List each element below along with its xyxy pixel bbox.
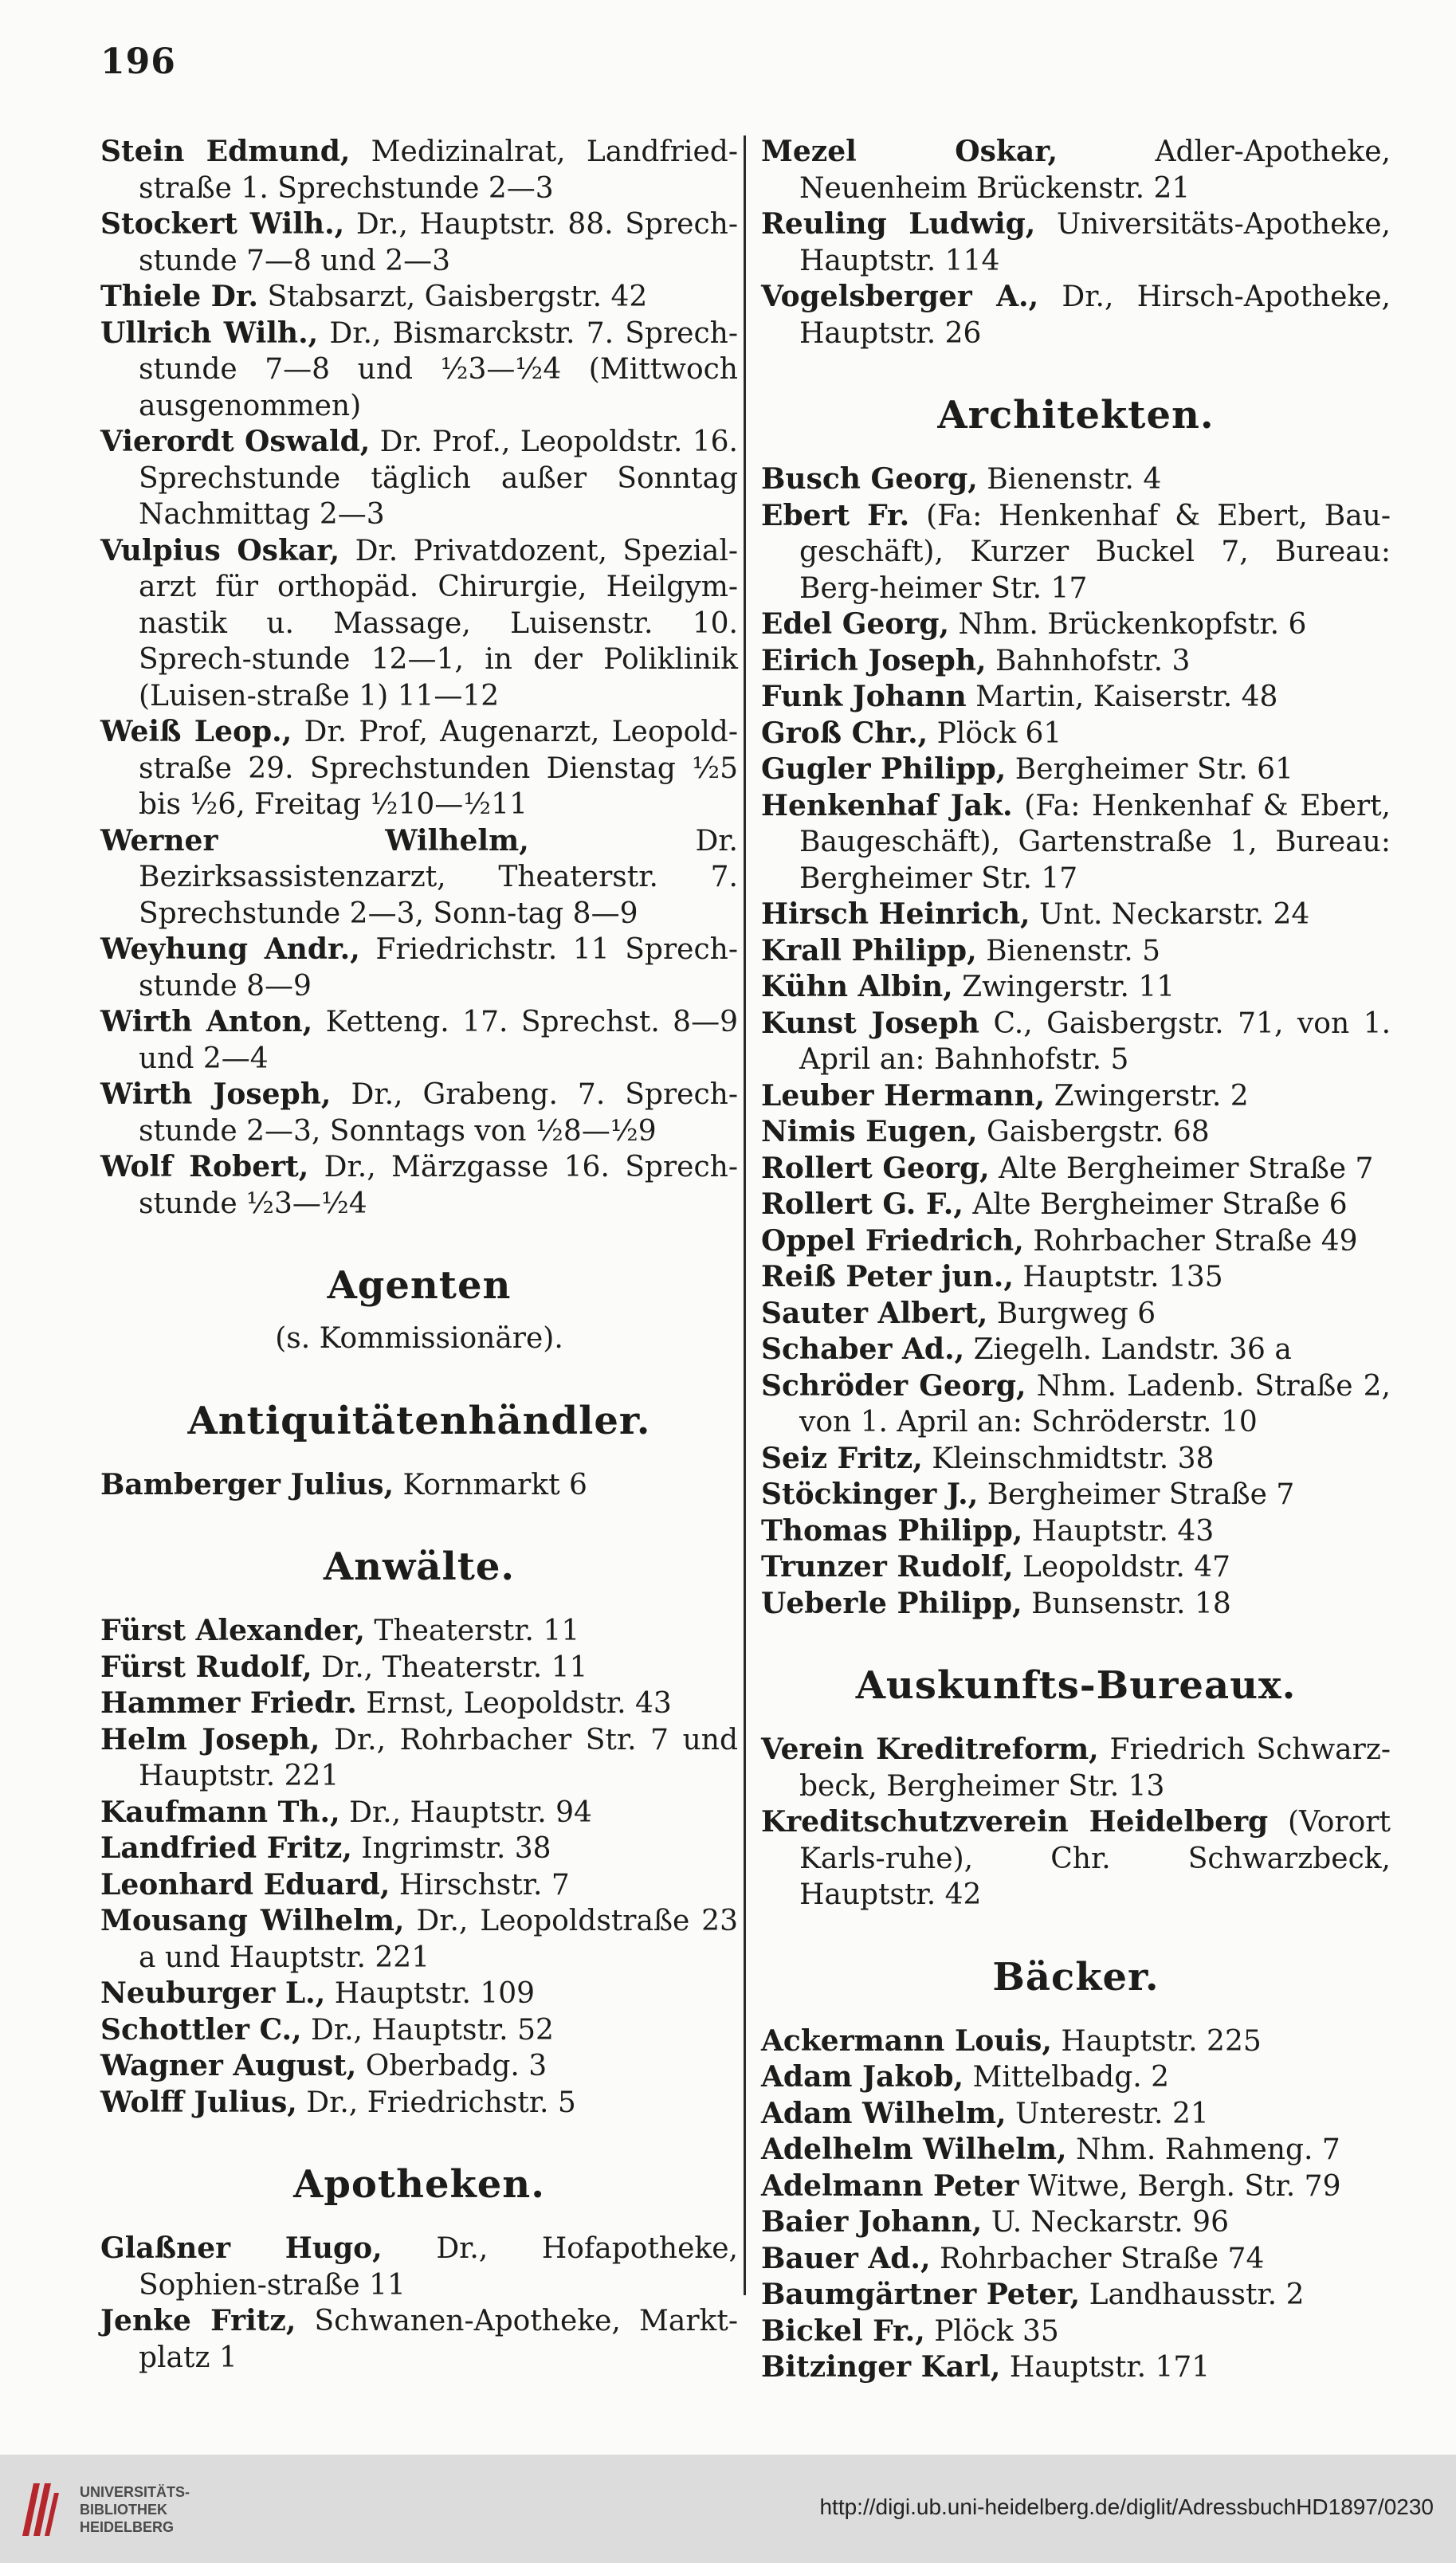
- library-logo-icon: [18, 2477, 62, 2541]
- entry-details: Rohrbacher Straße 49: [1033, 1224, 1358, 1258]
- directory-entry: [761, 2059, 1391, 2096]
- entry-details: Unt. Neckarstr. 24: [1039, 898, 1310, 931]
- directory-entry: [761, 1477, 1391, 1513]
- entry-details: Dr., Hauptstr. 52: [310, 2013, 554, 2047]
- entry-name: Sauter Albert,: [761, 1296, 988, 1330]
- entry-details: Dr., Hauptstr. 88. Sprech-stunde 7—8 und 2—3: [139, 208, 738, 277]
- entry-details: Dr., Rohrbacher Str. 7 und Hauptstr. 221: [139, 1723, 738, 1792]
- section-heading: Architekten.: [937, 393, 1215, 438]
- entry-details: Dr., Märzgasse 16. Sprech-stunde ½3—½4: [139, 1151, 738, 1220]
- entry-name: Mousang Wilhelm,: [100, 1904, 405, 1937]
- directory-entry: [100, 424, 738, 533]
- entry-name: Kunst Joseph: [761, 1006, 979, 1040]
- entry-name: Ackermann Louis,: [761, 2023, 1052, 2058]
- entry-details: Schwanen-Apotheke, Markt-platz 1: [139, 2305, 738, 2374]
- entry-details: Dr., Hirsch-Apotheke, Hauptstr. 26: [799, 281, 1391, 350]
- directory-entry: [761, 1441, 1391, 1478]
- entry-details: Dr., Leopoldstraße 23 a und Hauptstr. 221: [139, 1905, 738, 1974]
- entry-details: (Vorort Karls-ruhe), Chr. Schwarzbeck, Hauptstr. 42: [799, 1806, 1391, 1911]
- entry-name: Adelhelm Wilhelm,: [761, 2133, 1067, 2166]
- directory-entry: [761, 1513, 1391, 1550]
- entry-name: Hammer Friedr.: [100, 1686, 357, 1720]
- directory-entry: [100, 2303, 738, 2376]
- entry-name: Adam Jakob,: [761, 2060, 964, 2094]
- directory-entry: [100, 316, 738, 425]
- section-heading: Agenten: [327, 1263, 512, 1308]
- entry-name: Wolff Julius,: [100, 2085, 297, 2119]
- entry-details: Stabsarzt, Gaisbergstr. 42: [267, 281, 648, 313]
- entry-name: Stein Edmund,: [100, 135, 351, 168]
- entry-details: Ziegelh. Landstr. 36 a: [973, 1333, 1292, 1366]
- entry-details: Ernst, Leopoldstr. 43: [366, 1687, 672, 1720]
- directory-entry: [761, 1549, 1391, 1586]
- entry-details: Hauptstr. 225: [1061, 2024, 1262, 2058]
- directory-entry: [761, 1187, 1391, 1223]
- entry-name: Jenke Fritz,: [100, 2304, 296, 2337]
- entry-name: Reiß Peter jun.,: [761, 1260, 1014, 1293]
- entry-name: Neuburger L.,: [100, 1976, 326, 2010]
- entry-name: Rollert Georg,: [761, 1151, 990, 1185]
- directory-entry: [761, 643, 1391, 680]
- entry-details: Bunsenstr. 18: [1031, 1587, 1231, 1620]
- directory-entry: [761, 2169, 1391, 2205]
- logo-line-1: UNIVERSITÄTS-: [80, 2484, 190, 2500]
- directory-entry: [100, 1149, 738, 1222]
- entry-details: Alte Bergheimer Straße 6: [972, 1188, 1348, 1221]
- entry-details: Gaisbergstr. 68: [987, 1116, 1210, 1148]
- entry-details: Dr. Prof., Leopoldstr. 16. Sprechstunde täglich außer Sonntag Nachmittag 2—3: [139, 426, 739, 531]
- logo-line-3: HEIDELBERG: [80, 2519, 175, 2535]
- entry-details: Unterestr. 21: [1015, 2097, 1209, 2130]
- entry-name: Rollert G. F.,: [761, 1187, 963, 1221]
- directory-entry: [761, 279, 1391, 351]
- entry-name: Nimis Eugen,: [761, 1115, 978, 1148]
- section-heading: Bäcker.: [992, 1954, 1160, 2000]
- entry-name: Hirsch Heinrich,: [761, 897, 1030, 931]
- directory-entry: [761, 134, 1391, 206]
- entry-details: Bienenstr. 5: [986, 934, 1161, 968]
- directory-entry: [761, 2096, 1391, 2133]
- directory-entry: [100, 134, 738, 206]
- entry-details: Zwingerstr. 2: [1054, 1079, 1249, 1113]
- right-column: [761, 134, 1391, 2386]
- logo-line-2: BIBLIOTHEK: [80, 2502, 167, 2518]
- entry-details: Dr., Theaterstr. 11: [321, 1650, 588, 1684]
- directory-entry: [761, 1804, 1391, 1913]
- entry-details: Landhausstr. 2: [1089, 2278, 1305, 2311]
- entry-name: Vogelsberger A.,: [761, 280, 1039, 313]
- directory-entry: [761, 716, 1391, 752]
- entry-name: Wolf Robert,: [100, 1150, 309, 1183]
- directory-entry: [761, 206, 1391, 279]
- directory-entry: [761, 788, 1391, 897]
- entry-details: Ketteng. 17. Sprechst. 8—9 und 2—4: [139, 1006, 738, 1075]
- entry-name: Werner Wilhelm,: [100, 823, 529, 858]
- entry-name: Reuling Ludwig,: [761, 207, 1036, 241]
- entry-details: Bergheimer Str. 61: [1014, 753, 1293, 786]
- entry-details: Dr., Grabeng. 7. Sprech-stunde 2—3, Sonntags von ½8—½9: [139, 1078, 738, 1148]
- directory-entry: [100, 2231, 738, 2303]
- directory-entry: [761, 679, 1391, 716]
- section-heading: Auskunfts-Bureaux.: [855, 1663, 1297, 1708]
- entry-name: Oppel Friedrich,: [761, 1223, 1024, 1258]
- entry-name: Landfried Fritz,: [100, 1831, 352, 1865]
- directory-entry: [100, 1867, 738, 1904]
- entry-details: Bahnhofstr. 3: [995, 644, 1191, 677]
- entry-name: Schottler C.,: [100, 2012, 302, 2047]
- entry-details: Plöck 35: [934, 2314, 1059, 2348]
- directory-entry: [761, 498, 1391, 607]
- directory-entry: [761, 1151, 1391, 1187]
- directory-entry: [761, 933, 1391, 970]
- directory-entry: [100, 1613, 738, 1650]
- entry-details: Hauptstr. 109: [334, 1977, 536, 2010]
- entry-name: Eirich Joseph,: [761, 643, 987, 677]
- entry-name: Bauer Ad.,: [761, 2241, 931, 2275]
- entry-name: Ebert Fr.: [761, 498, 910, 532]
- directory-entry: [761, 2023, 1391, 2060]
- directory-entry: [100, 1004, 738, 1077]
- entry-details: Dr., Friedrichstr. 5: [306, 2086, 576, 2119]
- entry-details: Dr., Hauptstr. 94: [349, 1796, 592, 1829]
- entry-name: Leuber Hermann,: [761, 1078, 1046, 1113]
- footer-bar: [0, 2455, 1456, 2563]
- entry-name: Vierordt Oswald,: [100, 425, 371, 458]
- entry-details: (Fa: Henkenhaf & Ebert, Baugeschäft), Gartenstraße 1, Bureau: Bergheimer Str. 17: [799, 789, 1391, 895]
- section-note: (s. Kommissionäre).: [275, 1322, 563, 1355]
- directory-entry: [761, 2349, 1391, 2386]
- directory-entry: [100, 206, 738, 279]
- directory-entry: [100, 2085, 738, 2121]
- entry-details: Martin, Kaiserstr. 48: [975, 681, 1278, 713]
- entry-name: Busch Georg,: [761, 462, 978, 496]
- entry-details: Dr., Bismarckstr. 7. Sprech-stunde 7—8 und ½3—½4 (Mittwoch ausgenommen): [139, 316, 739, 422]
- entry-name: Ueberle Philipp,: [761, 1586, 1022, 1620]
- directory-entry: [761, 1732, 1391, 1804]
- left-column: [100, 134, 738, 2376]
- entry-name: Wirth Anton,: [100, 1005, 313, 1038]
- entry-name: Adelmann Peter: [761, 2169, 1019, 2203]
- directory-entry: [761, 2204, 1391, 2241]
- entry-name: Leonhard Eduard,: [100, 1867, 390, 1902]
- entry-name: Edel Georg,: [761, 607, 950, 641]
- directory-entry: [100, 1976, 738, 2012]
- entry-details: Zwingerstr. 11: [962, 971, 1175, 1003]
- directory-entry: [100, 932, 738, 1004]
- directory-entry: [100, 2012, 738, 2049]
- entry-name: Kaufmann Th.,: [100, 1795, 340, 1829]
- entry-name: Wagner August,: [100, 2049, 357, 2082]
- directory-entry: [761, 1259, 1391, 1296]
- entry-name: Glaßner Hugo,: [100, 2231, 383, 2265]
- entry-name: Kühn Albin,: [761, 970, 953, 1003]
- directory-entry: [100, 823, 738, 932]
- directory-entry: [761, 2277, 1391, 2314]
- entry-name: Wirth Joseph,: [100, 1077, 332, 1111]
- entry-details: Kornmarkt 6: [402, 1468, 587, 1501]
- entry-details: Burgweg 6: [996, 1297, 1156, 1330]
- entry-name: Fürst Alexander,: [100, 1614, 365, 1647]
- directory-entry: [761, 606, 1391, 643]
- entry-name: Schaber Ad.,: [761, 1333, 965, 1366]
- entry-name: Fürst Rudolf,: [100, 1650, 312, 1684]
- entry-details: Ingrimstr. 38: [361, 1832, 551, 1865]
- entry-details: Adler-Apotheke, Neuenheim Brückenstr. 21: [799, 135, 1391, 205]
- entry-details: Dr., Hofapotheke, Sophien-straße 11: [139, 2232, 738, 2302]
- directory-entry: [761, 1586, 1391, 1623]
- entry-name: Adam Wilhelm,: [761, 2096, 1007, 2130]
- entry-details: Witwe, Bergh. Str. 79: [1027, 2169, 1341, 2203]
- section-heading: Anwälte.: [323, 1544, 516, 1589]
- directory-entry: [761, 897, 1391, 933]
- entry-details: Dr. Privatdozent, Spezial-arzt für orthopäd. Chirurgie, Heilgym-nastik u. Massage, Luisenstr. 10. Sprech-stunde 12—1, in der Poliklinik (Luisen-straße 1) 11—12: [139, 534, 738, 712]
- entry-details: Oberbadg. 3: [365, 2050, 547, 2082]
- directory-entry: [761, 461, 1391, 498]
- entry-details: Nhm. Rahmeng. 7: [1076, 2133, 1340, 2166]
- entry-details: Kleinschmidtstr. 38: [932, 1442, 1215, 1475]
- entry-name: Trunzer Rudolf,: [761, 1550, 1014, 1584]
- directory-entry: [761, 1114, 1391, 1151]
- entry-name: Bamberger Julius,: [100, 1467, 394, 1501]
- directory-entry: [761, 2132, 1391, 2169]
- directory-entry: [100, 1722, 738, 1795]
- directory-entry: [100, 1795, 738, 1831]
- directory-entry: [761, 969, 1391, 1006]
- entry-details: Friedrich Schwarz-beck, Bergheimer Str. 13: [799, 1733, 1391, 1803]
- directory-entry: [761, 1078, 1391, 1115]
- section-heading: Apotheken.: [293, 2162, 545, 2207]
- entry-name: Krall Philipp,: [761, 933, 977, 968]
- column-divider: [744, 135, 746, 2295]
- entry-details: Dr. Bezirksassistenzarzt, Theaterstr. 7. Sprechstunde 2—3, Sonn-tag 8—9: [139, 824, 738, 930]
- directory-entry: [761, 1332, 1391, 1368]
- entry-name: Mezel Oskar,: [761, 135, 1058, 168]
- directory-entry: [100, 714, 738, 823]
- entry-details: Theaterstr. 11: [374, 1615, 580, 1647]
- directory-entry: [100, 1903, 738, 1976]
- entry-details: Mittelbadg. 2: [972, 2061, 1170, 2094]
- entry-name: Weiß Leop.,: [100, 715, 292, 748]
- source-url-link[interactable]: http://digi.ub.uni-heidelberg.de/diglit/AdressbuchHD1897/0230: [819, 2494, 1434, 2519]
- entry-name: Funk Johann: [761, 680, 967, 713]
- entry-details: Nhm. Ladenb. Straße 2, von 1. April an: Schröderstr. 10: [799, 1369, 1391, 1438]
- entry-details: Bienenstr. 4: [987, 463, 1162, 496]
- entry-details: Leopoldstr. 47: [1022, 1551, 1231, 1584]
- entry-details: Nhm. Brückenkopfstr. 6: [958, 608, 1307, 641]
- directory-entry: [100, 1831, 738, 1867]
- entry-name: Weyhung Andr.,: [100, 932, 360, 966]
- entry-details: Hauptstr. 171: [1009, 2351, 1211, 2384]
- entry-details: Universitäts-Apotheke, Hauptstr. 114: [799, 208, 1391, 277]
- entry-name: Vulpius Oskar,: [100, 533, 340, 567]
- entry-name: Seiz Fritz,: [761, 1441, 923, 1475]
- entry-name: Henkenhaf Jak.: [761, 788, 1013, 822]
- directory-entry: [100, 1077, 738, 1149]
- entry-name: Gugler Philipp,: [761, 752, 1007, 786]
- entry-name: Kreditschutzverein Heidelberg: [761, 1805, 1269, 1839]
- entry-details: Bergheimer Straße 7: [987, 1478, 1295, 1511]
- entry-details: Plöck 61: [936, 716, 1062, 750]
- entry-name: Stöckinger J.,: [761, 1478, 979, 1511]
- directory-entry: [761, 1223, 1391, 1260]
- directory-entry: [100, 1686, 738, 1722]
- entry-name: Baumgärtner Peter,: [761, 2278, 1081, 2311]
- directory-entry: [100, 1467, 738, 1504]
- entry-name: Bitzinger Karl,: [761, 2350, 1001, 2384]
- directory-entry: [100, 2048, 738, 2085]
- entry-details: U. Neckarstr. 96: [991, 2206, 1229, 2239]
- directory-entry: [761, 752, 1391, 788]
- entry-details: Friedrichstr. 11 Sprech-stunde 8—9: [139, 933, 738, 1003]
- entry-details: (Fa: Henkenhaf & Ebert, Bau-geschäft), Kurzer Buckel 7, Bureau: Berg-heimer Str. 17: [799, 499, 1391, 605]
- entry-details: Hauptstr. 43: [1031, 1514, 1215, 1548]
- entry-name: Thomas Philipp,: [761, 1513, 1023, 1548]
- entry-name: Groß Chr.,: [761, 716, 928, 750]
- directory-entry: [100, 533, 738, 715]
- directory-entry: [761, 2241, 1391, 2278]
- directory-entry: [761, 1006, 1391, 1078]
- entry-details: Medizinalrat, Landfried-straße 1. Sprechstunde 2—3: [139, 135, 738, 205]
- entry-name: Verein Kreditreform,: [761, 1733, 1099, 1766]
- directory-entry: [761, 1368, 1391, 1441]
- entry-name: Ullrich Wilh.,: [100, 316, 319, 350]
- entry-name: Bickel Fr.,: [761, 2314, 925, 2348]
- entry-details: C., Gaisbergstr. 71, von 1. April an: Bahnhofstr. 5: [799, 1007, 1391, 1076]
- entry-details: Rohrbacher Straße 74: [939, 2242, 1265, 2275]
- entry-name: Thiele Dr.: [100, 280, 259, 313]
- entry-name: Helm Joseph,: [100, 1722, 320, 1756]
- directory-entry: [100, 1650, 738, 1686]
- entry-name: Baier Johann,: [761, 2205, 983, 2239]
- entry-details: Alte Bergheimer Straße 7: [999, 1152, 1374, 1185]
- section-heading: Antiquitätenhändler.: [187, 1398, 651, 1443]
- entry-name: Stockert Wilh.,: [100, 207, 345, 241]
- entry-name: Schröder Georg,: [761, 1368, 1026, 1403]
- page-number: 196: [100, 41, 176, 82]
- directory-entry: [761, 2314, 1391, 2350]
- entry-details: Hirschstr. 7: [398, 1868, 570, 1902]
- directory-entry: [100, 279, 738, 316]
- entry-details: Hauptstr. 135: [1022, 1261, 1223, 1293]
- directory-entry: [761, 1296, 1391, 1333]
- library-logo-text: [80, 2483, 190, 2536]
- entry-details: Dr. Prof, Augenarzt, Leopold-straße 29. Sprechstunden Dienstag ½5 bis ½6, Freitag ½10—½11: [139, 716, 738, 821]
